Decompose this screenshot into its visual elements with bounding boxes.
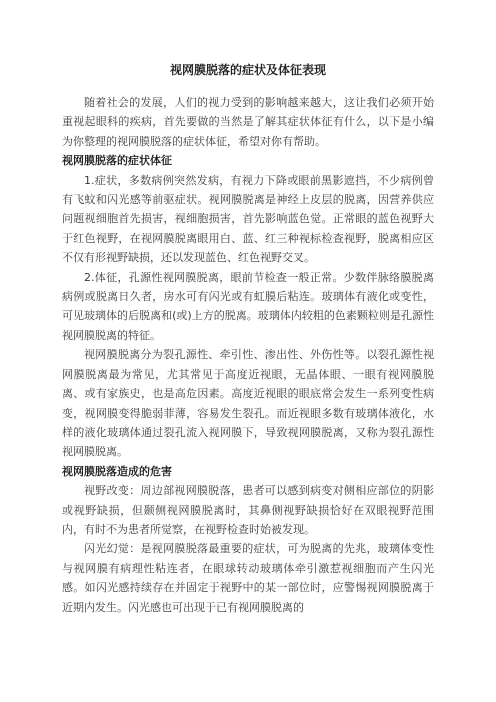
paragraph: 2.体征，孔源性视网膜脱离，眼前节检查一般正常。少数伴脉络膜脱离病例或脱离日久者，房水可有闪光或有虹膜后粘连。玻璃体有液化或变性，可见玻璃体的后脱离和(或)上方的脱离。玻璃体内较粗的色素颗粒则是孔源性视网膜脱离的特征。 xyxy=(62,270,434,342)
paragraph: 视野改变：周边部视网膜脱落，患者可以感到病变对侧相应部位的阴影或视野缺损，但颞侧视网膜脱离时，其鼻侧视野缺损恰好在双眼视野范围内，有时不为患者所觉察，在视野检查时始被发现。 xyxy=(62,484,434,536)
section-heading-symptoms: 视网膜脱落的症状体征 xyxy=(62,154,172,168)
section-heading-harm: 视网膜脱落造成的危害 xyxy=(62,464,172,478)
paragraph: 1.症状，多数病例突然发病，有视力下降或眼前黑影遮挡，不少病例曾有飞蚊和闪光感等前驱症状。视网膜脱离是神经上皮层的脱离，因营养供应问题视细胞首先损害，视细胞损害，首先影响蓝色觉。正常眼的蓝色视野大于红色视野，在视网膜脱离眼用白、蓝、红三种视标检查视野，脱离相应区不仅有形视野缺损，还以发现蓝色、红色视野交叉。 xyxy=(62,173,434,265)
paragraph: 视网膜脱离分为裂孔源性、牵引性、渗出性、外伤性等。以裂孔源性视网膜脱离最为常见，尤其常见于高度近视眼，无晶体眼、一眼有视网膜脱离、或有家族史，也是高危因素。高度近视眼的眼底常会发生一系列变性病变，视网膜变得脆弱菲薄，容易发生裂孔。而近视眼多数有玻璃体液化，水样的液化玻璃体通过裂孔流入视网膜下，导致视网膜脱离，又称为裂孔源性视网膜脱离。 xyxy=(62,348,434,459)
document-title: 视网膜脱落的症状及体征表现 xyxy=(169,63,326,77)
intro-paragraph: 随着社会的发展，人们的视力受到的影响越来越大，这让我们必须开始重视起眼科的疾病，首先要做的当然是了解其症状体征有什么，以下是小编为你整理的视网膜脱落的症状体征，希望对你有帮助。 xyxy=(62,96,434,148)
document-body xyxy=(62,93,434,617)
paragraph: 闪光幻觉：是视网膜脱落最重要的症状，可为脱离的先兆，玻璃体变性与视网膜有病理性粘连者，在眼球转动玻璃体牵引激惹视细胞而产生闪光感。如闪光感持续存在并固定于视野中的某一部位时，应警惕视网膜脱离于近期内发生。闪光感也可出现于已有视网膜脱离的 xyxy=(62,542,434,614)
